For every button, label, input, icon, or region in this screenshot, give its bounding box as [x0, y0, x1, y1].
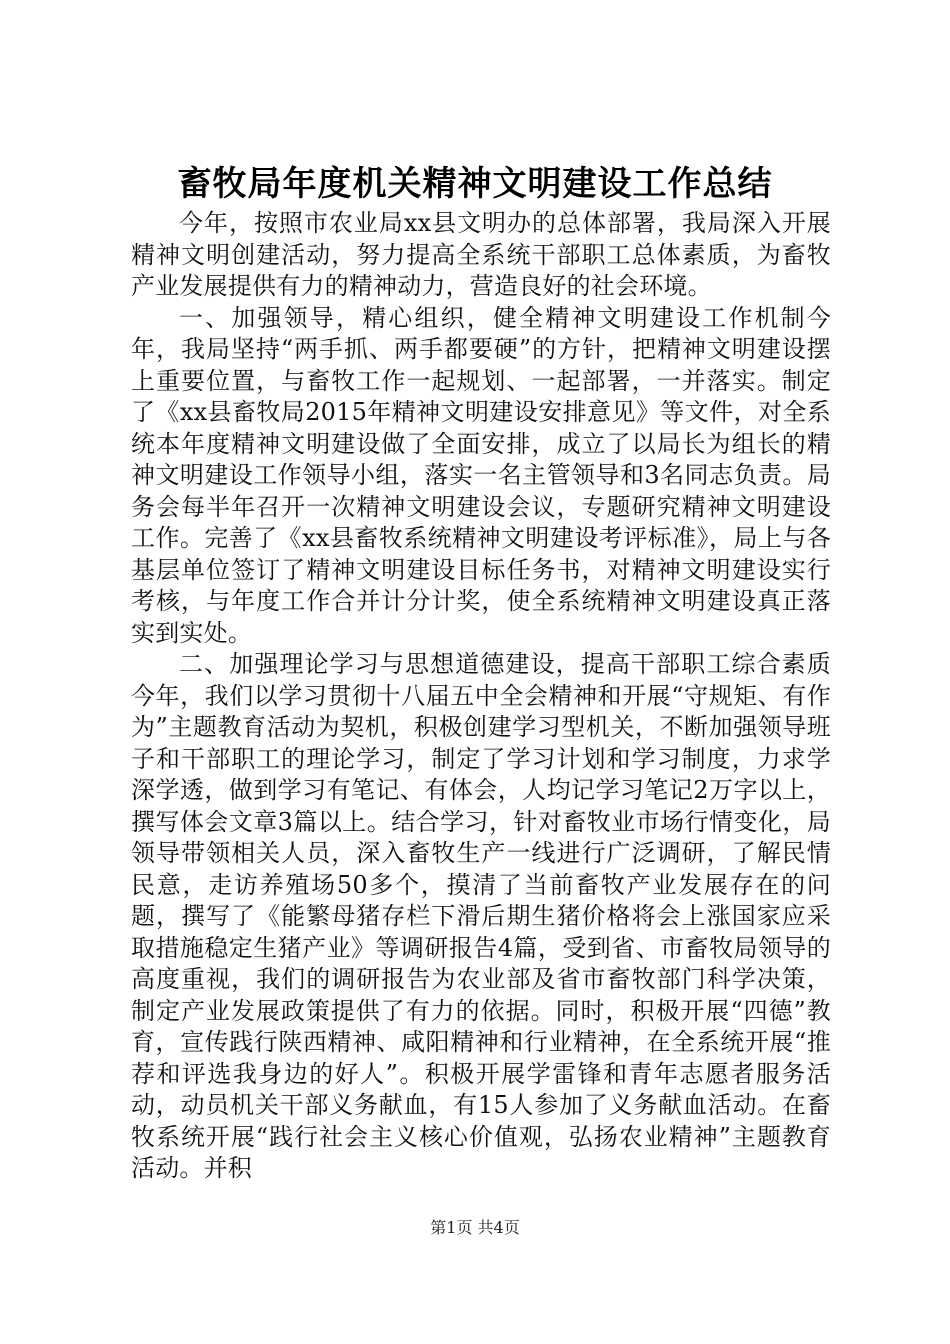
paragraph-intro: 今年，按照市农业局xx县文明办的总体部署，我局深入开展精神文明创建活动，努力提高全系统干部职工总体素质，为畜牧产业发展提供有力的精神动力，营造良好的社会环境。	[131, 209, 831, 300]
paragraph-section-one: 一、加强领导，精心组织，健全精神文明建设工作机制今年，我局坚持“两手抓、两手都要硬”的方针，把精神文明建设摆上重要位置，与畜牧工作一起规划、一起部署，一并落实。制定了《xx县畜牧局2015年精神文明建设安排意见》等文件，对全系统本年度精神文明建设做了全面安排，成立了以局长为组长的精神文明建设工作领导小组，落实一名主管领导和3名同志负责。局务会每半年召开一次精神文明建设会议，专题研究精神文明建设工作。完善了《xx县畜牧系统精神文明建设考评标准》，局上与各基层单位签订了精神文明建设目标任务书，对精神文明建设实行考核，与年度工作合并计分计奖，使全系统精神文明建设真正落实到实处。	[131, 303, 831, 647]
page-indicator: 第1页 共4页	[430, 1218, 520, 1237]
page-footer	[0, 1217, 950, 1239]
document-body	[131, 208, 831, 1185]
document-title: 畜牧局年度机关精神文明建设工作总结	[177, 164, 773, 204]
paragraph-section-two: 二、加强理论学习与思想道德建设，提高干部职工综合素质今年，我们以学习贯彻十八届五中全会精神和开展“守规矩、有作为”主题教育活动为契机，积极创建学习型机关，不断加强领导班子和干部职工的理论学习，制定了学习计划和学习制度，力求学深学透，做到学习有笔记、有体会，人均记学习笔记2万字以上，撰写体会文章3篇以上。结合学习，针对畜牧业市场行情变化，局领导带领相关人员，深入畜牧生产一线进行广泛调研，了解民情民意，走访养殖场50多个，摸清了当前畜牧产业发展存在的问题，撰写了《能繁母猪存栏下滑后期生猪价格将会上涨国家应采取措施稳定生猪产业》等调研报告4篇，受到省、市畜牧局领导的高度重视，我们的调研报告为农业部及省市畜牧部门科学决策，制定产业发展政策提供了有力的依据。同时，积极开展“四德”教育，宣传践行陕西精神、咸阳精神和行业精神，在全系统开展“推荐和评选我身边的好人”。积极开展学雷锋和青年志愿者服务活动，动员机关干部义务献血，有15人参加了义务献血活动。在畜牧系统开展“践行社会主义核心价值观，弘扬农业精神”主题教育活动。并积	[131, 650, 831, 1182]
